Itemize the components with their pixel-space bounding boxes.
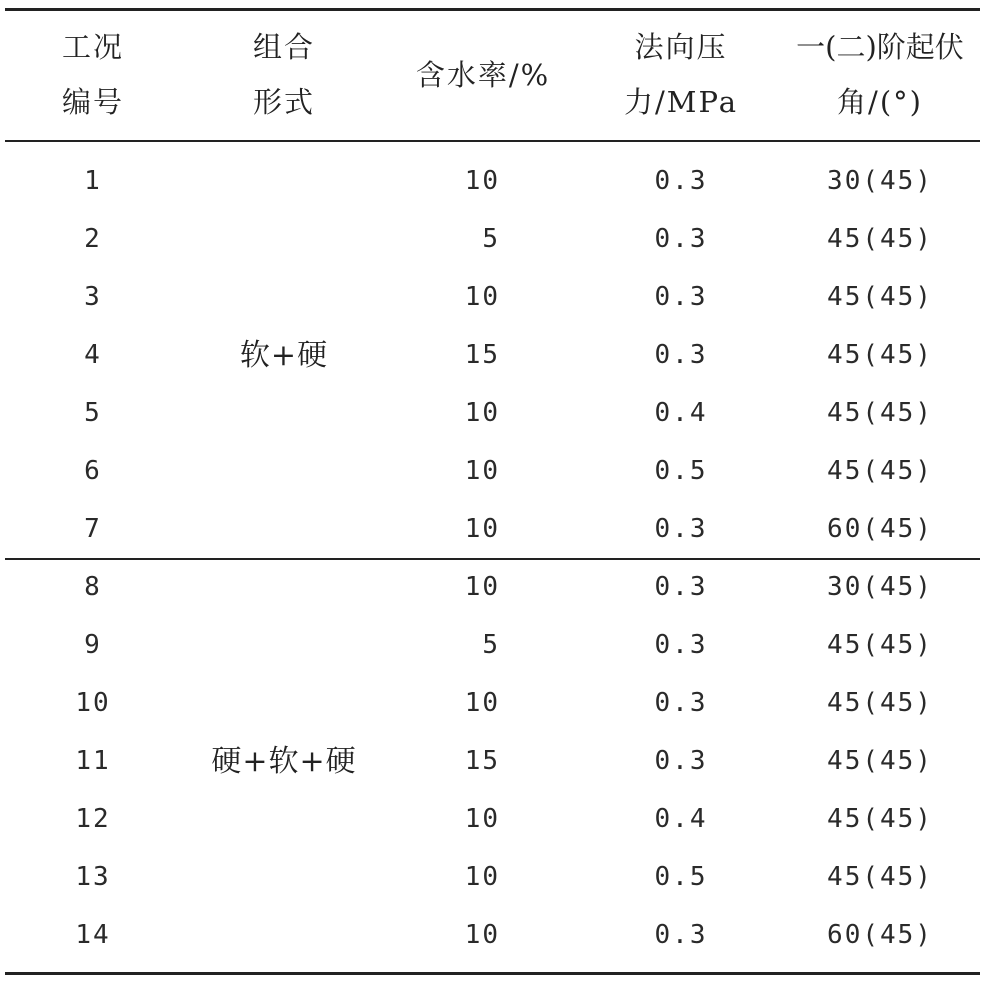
cell-moisture: 10 bbox=[464, 398, 500, 428]
cell-pressure: 0.4 bbox=[654, 804, 708, 834]
cell-case-no: 13 bbox=[75, 862, 111, 892]
cell-pressure: 0.5 bbox=[654, 862, 708, 892]
cell-angle: 45(45) bbox=[827, 862, 933, 892]
cell-angle: 45(45) bbox=[827, 224, 933, 254]
cell-angle: 60(45) bbox=[827, 514, 933, 544]
cell-moisture: 10 bbox=[464, 166, 500, 196]
cell-case-no: 9 bbox=[84, 630, 102, 660]
cell-moisture: 15 bbox=[464, 340, 500, 370]
header-angle-line2: 角/(°) bbox=[837, 85, 923, 119]
cell-angle: 60(45) bbox=[827, 920, 933, 950]
cell-case-no: 11 bbox=[75, 746, 111, 776]
cell-moisture: 10 bbox=[464, 572, 500, 602]
cell-moisture: 10 bbox=[464, 688, 500, 718]
cell-angle: 30(45) bbox=[827, 166, 933, 196]
table-header-rule bbox=[5, 140, 980, 142]
cell-case-no: 12 bbox=[75, 804, 111, 834]
cell-case-no: 4 bbox=[84, 340, 102, 370]
header-pressure-line2: 力/MPa bbox=[624, 85, 738, 119]
cell-angle: 45(45) bbox=[827, 398, 933, 428]
cell-pressure: 0.3 bbox=[654, 514, 708, 544]
cell-case-no: 14 bbox=[75, 920, 111, 950]
cell-pressure: 0.5 bbox=[654, 456, 708, 486]
cell-case-no: 1 bbox=[84, 166, 102, 196]
cell-moisture: 10 bbox=[464, 514, 500, 544]
cell-pressure: 0.4 bbox=[654, 398, 708, 428]
cell-angle: 30(45) bbox=[827, 572, 933, 602]
cell-angle: 45(45) bbox=[827, 340, 933, 370]
cell-case-no: 6 bbox=[84, 456, 102, 486]
header-angle-line1: 一(二)阶起伏 bbox=[796, 30, 964, 64]
table-group-divider bbox=[5, 558, 980, 560]
cell-pressure: 0.3 bbox=[654, 630, 708, 660]
cell-pressure: 0.3 bbox=[654, 572, 708, 602]
cell-angle: 45(45) bbox=[827, 804, 933, 834]
cell-moisture: 10 bbox=[464, 804, 500, 834]
table-bottom-rule bbox=[5, 972, 980, 975]
cell-case-no: 2 bbox=[84, 224, 102, 254]
cell-pressure: 0.3 bbox=[654, 166, 708, 196]
cell-moisture: 5 bbox=[482, 224, 500, 254]
cell-angle: 45(45) bbox=[827, 746, 933, 776]
cell-pressure: 0.3 bbox=[654, 746, 708, 776]
header-combo-line1: 组合 bbox=[252, 30, 316, 64]
table-top-rule bbox=[5, 8, 980, 11]
cell-angle: 45(45) bbox=[827, 688, 933, 718]
cell-moisture: 10 bbox=[464, 862, 500, 892]
header-case-no-line2: 编号 bbox=[61, 85, 125, 119]
cell-moisture: 10 bbox=[464, 282, 500, 312]
cell-angle: 45(45) bbox=[827, 456, 933, 486]
header-case-no-line1: 工况 bbox=[61, 30, 125, 64]
group-label-soft-hard: 软+硬 bbox=[239, 338, 329, 373]
cell-angle: 45(45) bbox=[827, 630, 933, 660]
cell-pressure: 0.3 bbox=[654, 920, 708, 950]
cell-moisture: 10 bbox=[464, 920, 500, 950]
cell-case-no: 3 bbox=[84, 282, 102, 312]
header-combo-line2: 形式 bbox=[252, 85, 316, 119]
cell-case-no: 7 bbox=[84, 514, 102, 544]
cell-moisture: 5 bbox=[482, 630, 500, 660]
cell-pressure: 0.3 bbox=[654, 688, 708, 718]
cell-case-no: 8 bbox=[84, 572, 102, 602]
cell-pressure: 0.3 bbox=[654, 224, 708, 254]
cell-moisture: 10 bbox=[464, 456, 500, 486]
cell-pressure: 0.3 bbox=[654, 282, 708, 312]
group-label-hard-soft-hard: 硬+软+硬 bbox=[211, 744, 357, 779]
header-pressure-line1: 法向压 bbox=[634, 30, 728, 64]
cell-case-no: 5 bbox=[84, 398, 102, 428]
header-moisture: 含水率/% bbox=[415, 58, 551, 92]
cell-moisture: 15 bbox=[464, 746, 500, 776]
cell-angle: 45(45) bbox=[827, 282, 933, 312]
cell-pressure: 0.3 bbox=[654, 340, 708, 370]
cell-case-no: 10 bbox=[75, 688, 111, 718]
